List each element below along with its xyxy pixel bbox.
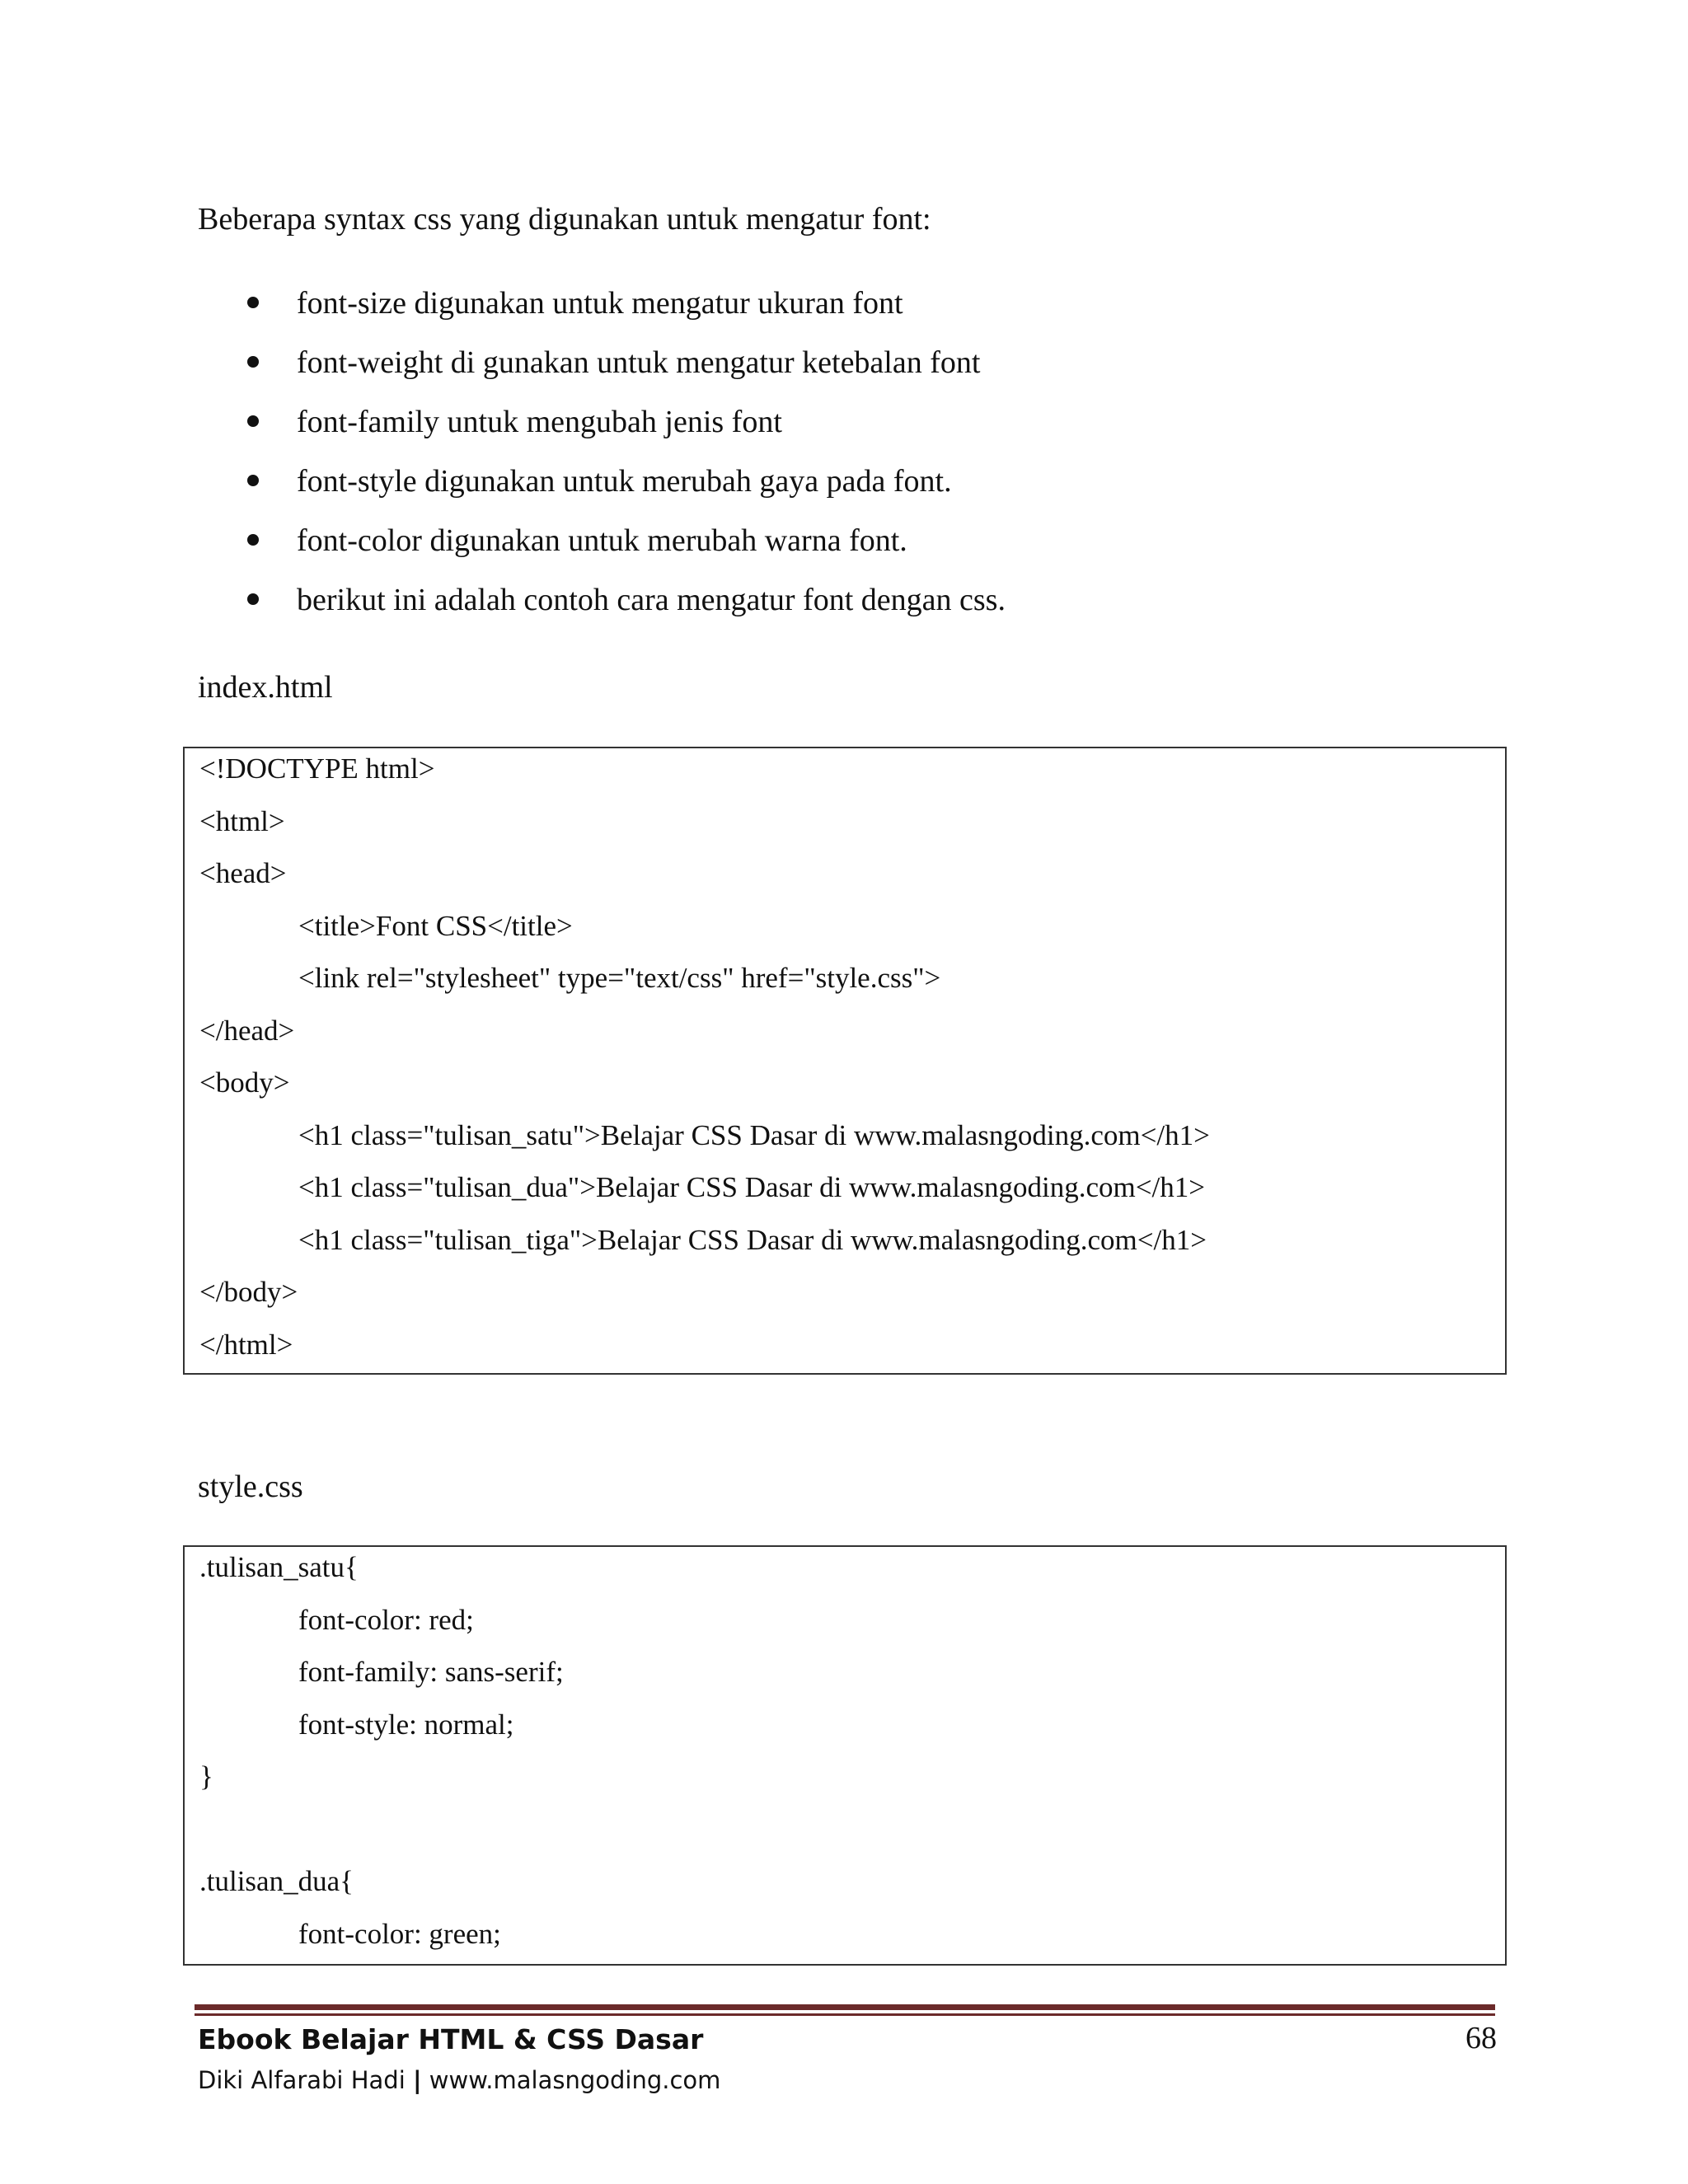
list-item-text: font-weight di gunakan untuk mengatur ketebalan font (297, 345, 981, 380)
html-code-block (183, 747, 1507, 1375)
list-item-text: font-style digunakan untuk merubah gaya pada font. (297, 464, 952, 499)
list-item-text: font-family untuk mengubah jenis font (297, 405, 782, 439)
html-file-label: index.html (198, 670, 333, 705)
bullet-icon (247, 415, 259, 427)
code-line: <head> (199, 857, 287, 889)
code-line: font-style: normal; (298, 1708, 514, 1741)
list-item (198, 458, 1006, 518)
css-file-label: style.css (198, 1469, 303, 1504)
footer-separator: | (412, 2066, 422, 2094)
bullet-icon (247, 593, 259, 605)
code-line: <h1 class="tulisan_satu">Belajar CSS Dasar di www.malasngoding.com</h1> (298, 1118, 1210, 1151)
bullet-icon (247, 297, 259, 308)
css-code-block (183, 1545, 1507, 1966)
list-item (198, 399, 1006, 458)
code-line: font-color: green; (298, 1917, 501, 1950)
bullet-icon (247, 534, 259, 546)
code-line: </head> (199, 1014, 295, 1047)
code-line-blank (185, 1809, 1505, 1862)
code-line: } (199, 1760, 213, 1793)
bullet-icon (247, 475, 259, 486)
bullet-icon (247, 356, 259, 368)
list-item-text: font-size digunakan untuk mengatur ukuran font (297, 286, 903, 321)
page-number: 68 (1465, 2021, 1497, 2055)
code-line: <body> (199, 1066, 290, 1099)
list-item-text: font-color digunakan untuk merubah warna font. (297, 523, 907, 558)
code-line: </body> (199, 1276, 298, 1308)
code-line: .tulisan_satu{ (199, 1551, 359, 1583)
code-line: <html> (199, 804, 285, 837)
list-item (198, 280, 1006, 340)
code-line: .tulisan_dua{ (199, 1865, 354, 1897)
footer-website: www.malasngoding.com (429, 2066, 721, 2094)
list-item (198, 518, 1006, 577)
code-line: font-color: red; (298, 1603, 474, 1636)
code-line: <h1 class="tulisan_tiga">Belajar CSS Dasar di www.malasngoding.com</h1> (298, 1223, 1207, 1256)
code-line: <link rel="stylesheet" type="text/css" href="style.css"> (298, 962, 941, 994)
code-line: <!DOCTYPE html> (199, 752, 435, 785)
footer-author-line (198, 2064, 720, 2097)
font-syntax-list (198, 280, 1006, 636)
list-item-text: berikut ini adalah contoh cara mengatur font dengan css. (297, 583, 1006, 617)
list-item (198, 340, 1006, 399)
list-item (198, 577, 1006, 636)
footer-book-title: Ebook Belajar HTML & CSS Dasar (198, 2023, 704, 2055)
footer-author-name: Diki Alfarabi Hadi (198, 2066, 406, 2094)
footer-divider-thin (195, 2013, 1495, 2016)
code-line: <h1 class="tulisan_dua">Belajar CSS Dasar di www.malasngoding.com</h1> (298, 1171, 1205, 1203)
code-line: </html> (199, 1328, 293, 1361)
footer-divider (195, 2004, 1495, 2010)
intro-paragraph: Beberapa syntax css yang digunakan untuk mengatur font: (198, 202, 931, 237)
code-line: <title>Font CSS</title> (298, 909, 573, 942)
code-line: font-family: sans-serif; (298, 1656, 564, 1688)
